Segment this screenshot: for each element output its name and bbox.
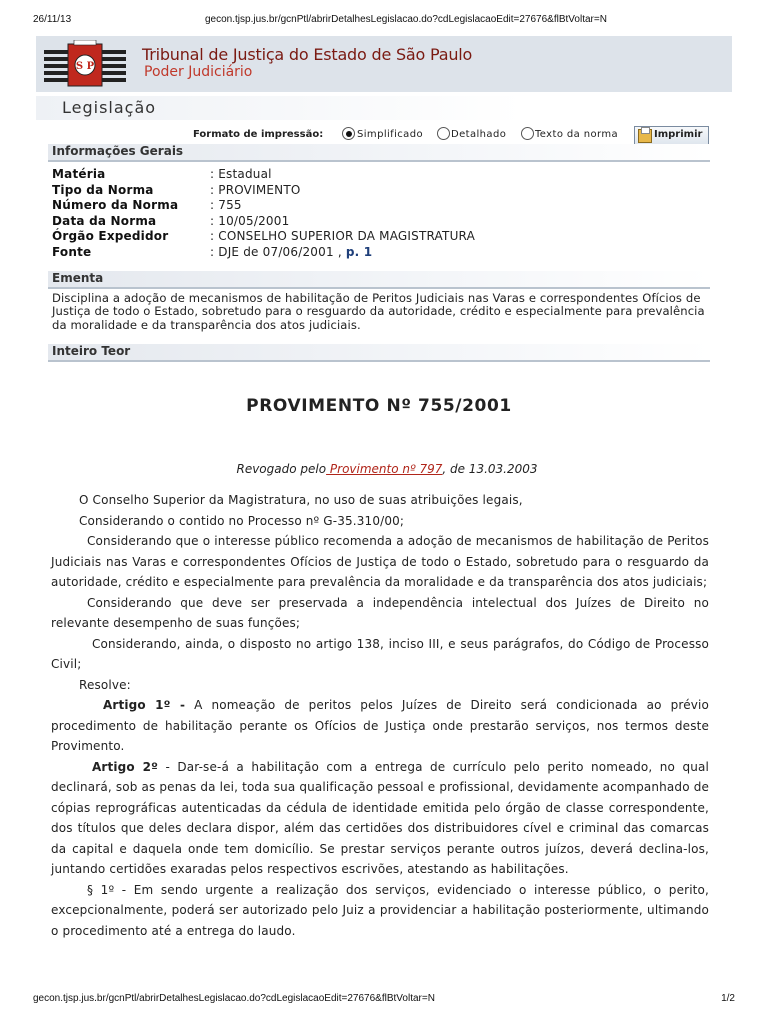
- info-key: Número da Norma: [52, 198, 179, 212]
- document-paragraph: [51, 675, 709, 696]
- section-title: Inteiro Teor: [52, 344, 131, 358]
- print-page-number: 1/2: [721, 993, 735, 1004]
- svg-text:S P: S P: [75, 61, 95, 72]
- radio-simplificado[interactable]: [342, 127, 355, 140]
- print-header: [33, 14, 735, 30]
- paragraph-text: Considerando que deve ser preservada a independência intelectual dos Juízes de Direito no relevante desempenho de suas funções;: [51, 595, 709, 630]
- revocation-suffix: , de 13.03.2003: [442, 462, 538, 476]
- section-title: Informações Gerais: [52, 144, 184, 158]
- info-row-data: [52, 214, 702, 230]
- paragraph-text: O Conselho Superior da Magistratura, no uso de suas atribuições legais,: [79, 493, 523, 507]
- paragraph-text: Considerando o contido no Processo nº G-35.310/00;: [79, 513, 405, 528]
- court-banner: [36, 36, 732, 92]
- revocation-note: [0, 462, 768, 476]
- paragraph-text: - Dar-se-á a habilitação com a entrega de currículo pelo perito nomeado, no qual declinará, sob as penas da lei, toda sua qualificação pessoal e profissional, devidamente acompanhado de cópias reprográficas autenticadas da cédula de identidade emitida pelo órgão de classe correspondente, dos títulos que deles declara dispor, além das certidões dos distribuidores cível e criminal das comarcas da capital e daquela onde tem domicílio. Se prestar serviços perante outros juízos, deverá declina-los, juntando certidões exaradas pelos respectivos escrivões, atestando as habilitações.: [51, 759, 709, 876]
- info-row-tipo: [52, 183, 702, 199]
- document-title: PROVIMENTO Nº 755/2001: [246, 396, 512, 416]
- info-value: : Estadual: [210, 167, 272, 181]
- paragraph-text: § 1º - Em sendo urgente a realização dos serviços, evidenciado o interesse público, o perito, excepcionalmente, poderá ser autorizado pelo Juiz a providenciar a habilitação posteriormente, ultimando o procedimento até a entrega do laudo.: [51, 882, 709, 938]
- info-value: : PROVIMENTO: [210, 182, 301, 197]
- document-paragraph: [51, 757, 709, 880]
- page-title: Legislação: [62, 98, 157, 117]
- option-simplificado-label[interactable]: Simplificado: [357, 129, 423, 140]
- document-paragraph: [51, 880, 709, 942]
- print-url: gecon.tjsp.jus.br/gcnPtl/abrirDetalhesLegislacao.do?cdLegislacaoEdit=27676&flBtVoltar=N: [205, 14, 607, 25]
- info-key: Órgão Expedidor: [52, 229, 169, 243]
- print-footer: [33, 993, 735, 1009]
- paragraph-text: Resolve:: [79, 677, 131, 692]
- option-texto-da-norma-label[interactable]: Texto da norma: [535, 129, 619, 140]
- info-key: Tipo da Norma: [52, 182, 154, 197]
- court-subtitle: Poder Judiciário: [144, 64, 253, 80]
- radio-texto-da-norma[interactable]: [521, 127, 534, 140]
- article-label: Artigo 2º: [92, 759, 159, 774]
- section-ementa: [48, 271, 710, 289]
- info-key: Matéria: [52, 167, 106, 181]
- info-row-orgao: [52, 229, 702, 245]
- fonte-page-link[interactable]: p. 1: [345, 244, 373, 259]
- print-button-label: Imprimir: [654, 129, 703, 140]
- page-title-bar: [36, 96, 732, 120]
- document-body: [51, 490, 709, 941]
- document-paragraph: [51, 695, 709, 757]
- info-value: : 755: [210, 198, 242, 212]
- print-date: 26/11/13: [33, 14, 72, 25]
- document-paragraph: [51, 490, 709, 511]
- paragraph-text: Considerando que o interesse público recomenda a adoção de mecanismos de habilitação de Peritos Judiciais nas Varas e correspondentes Ofícios de Justiça de todo o Estado, sobretudo para o resguardo da autoridade, crédito e especialmente para prevalência da moralidade e da transparência dos atos judiciais;: [51, 534, 709, 589]
- info-value: : 10/05/2001: [210, 213, 290, 228]
- section-title: Ementa: [52, 271, 104, 285]
- info-key: Data da Norma: [52, 213, 157, 228]
- radio-detalhado[interactable]: [437, 127, 450, 140]
- revocation-prefix: Revogado pelo: [236, 462, 327, 476]
- info-value: : CONSELHO SUPERIOR DA MAGISTRATURA: [210, 229, 476, 243]
- info-value: [210, 245, 372, 259]
- info-row-materia: [52, 167, 702, 183]
- article-label: Artigo 1º -: [103, 698, 186, 712]
- info-key: Fonte: [52, 244, 92, 259]
- ementa-text: Disciplina a adoção de mecanismos de habilitação de Peritos Judiciais nas Varas e correspondentes Ofícios de Justiça de todo o Estado, sobretudo para o resguardo da autoridade, crédito e especialmente para prevalência da moralidade e da transparência dos atos judiciais.: [52, 291, 705, 332]
- info-row-fonte: [52, 245, 702, 261]
- printer-icon: [638, 129, 652, 143]
- print-button[interactable]: [634, 126, 709, 145]
- info-row-numero: [52, 198, 702, 214]
- section-informacoes-gerais: [48, 144, 710, 162]
- print-footer-url: gecon.tjsp.jus.br/gcnPtl/abrirDetalhesLegislacao.do?cdLegislacaoEdit=27676&flBtVoltar=N: [33, 993, 435, 1004]
- section-inteiro-teor: [48, 344, 710, 362]
- document-paragraph: [51, 634, 709, 675]
- document-paragraph: [51, 531, 709, 593]
- document-paragraph: [51, 593, 709, 634]
- paragraph-text: Considerando, ainda, o disposto no artigo 138, inciso III, e seus parágrafos, do Código de Processo Civil;: [51, 636, 709, 671]
- print-format-label: Formato de impressão:: [193, 129, 324, 140]
- fonte-text: : DJE de 07/06/2001 ,: [210, 244, 346, 259]
- court-title: Tribunal de Justiça do Estado de São Paulo: [142, 45, 473, 64]
- document-paragraph: [51, 511, 709, 532]
- revoking-provimento-link[interactable]: Provimento nº 797: [326, 462, 443, 476]
- option-detalhado-label[interactable]: Detalhado: [451, 129, 507, 140]
- tjsp-coat-of-arms-icon: [44, 40, 126, 88]
- paragraph-text: A nomeação de peritos pelos Juízes de Direito será condicionada ao prévio procedimento de habilitação perante os Ofícios de Justiça onde prestarão serviços, nos termos deste Provimento.: [51, 698, 709, 753]
